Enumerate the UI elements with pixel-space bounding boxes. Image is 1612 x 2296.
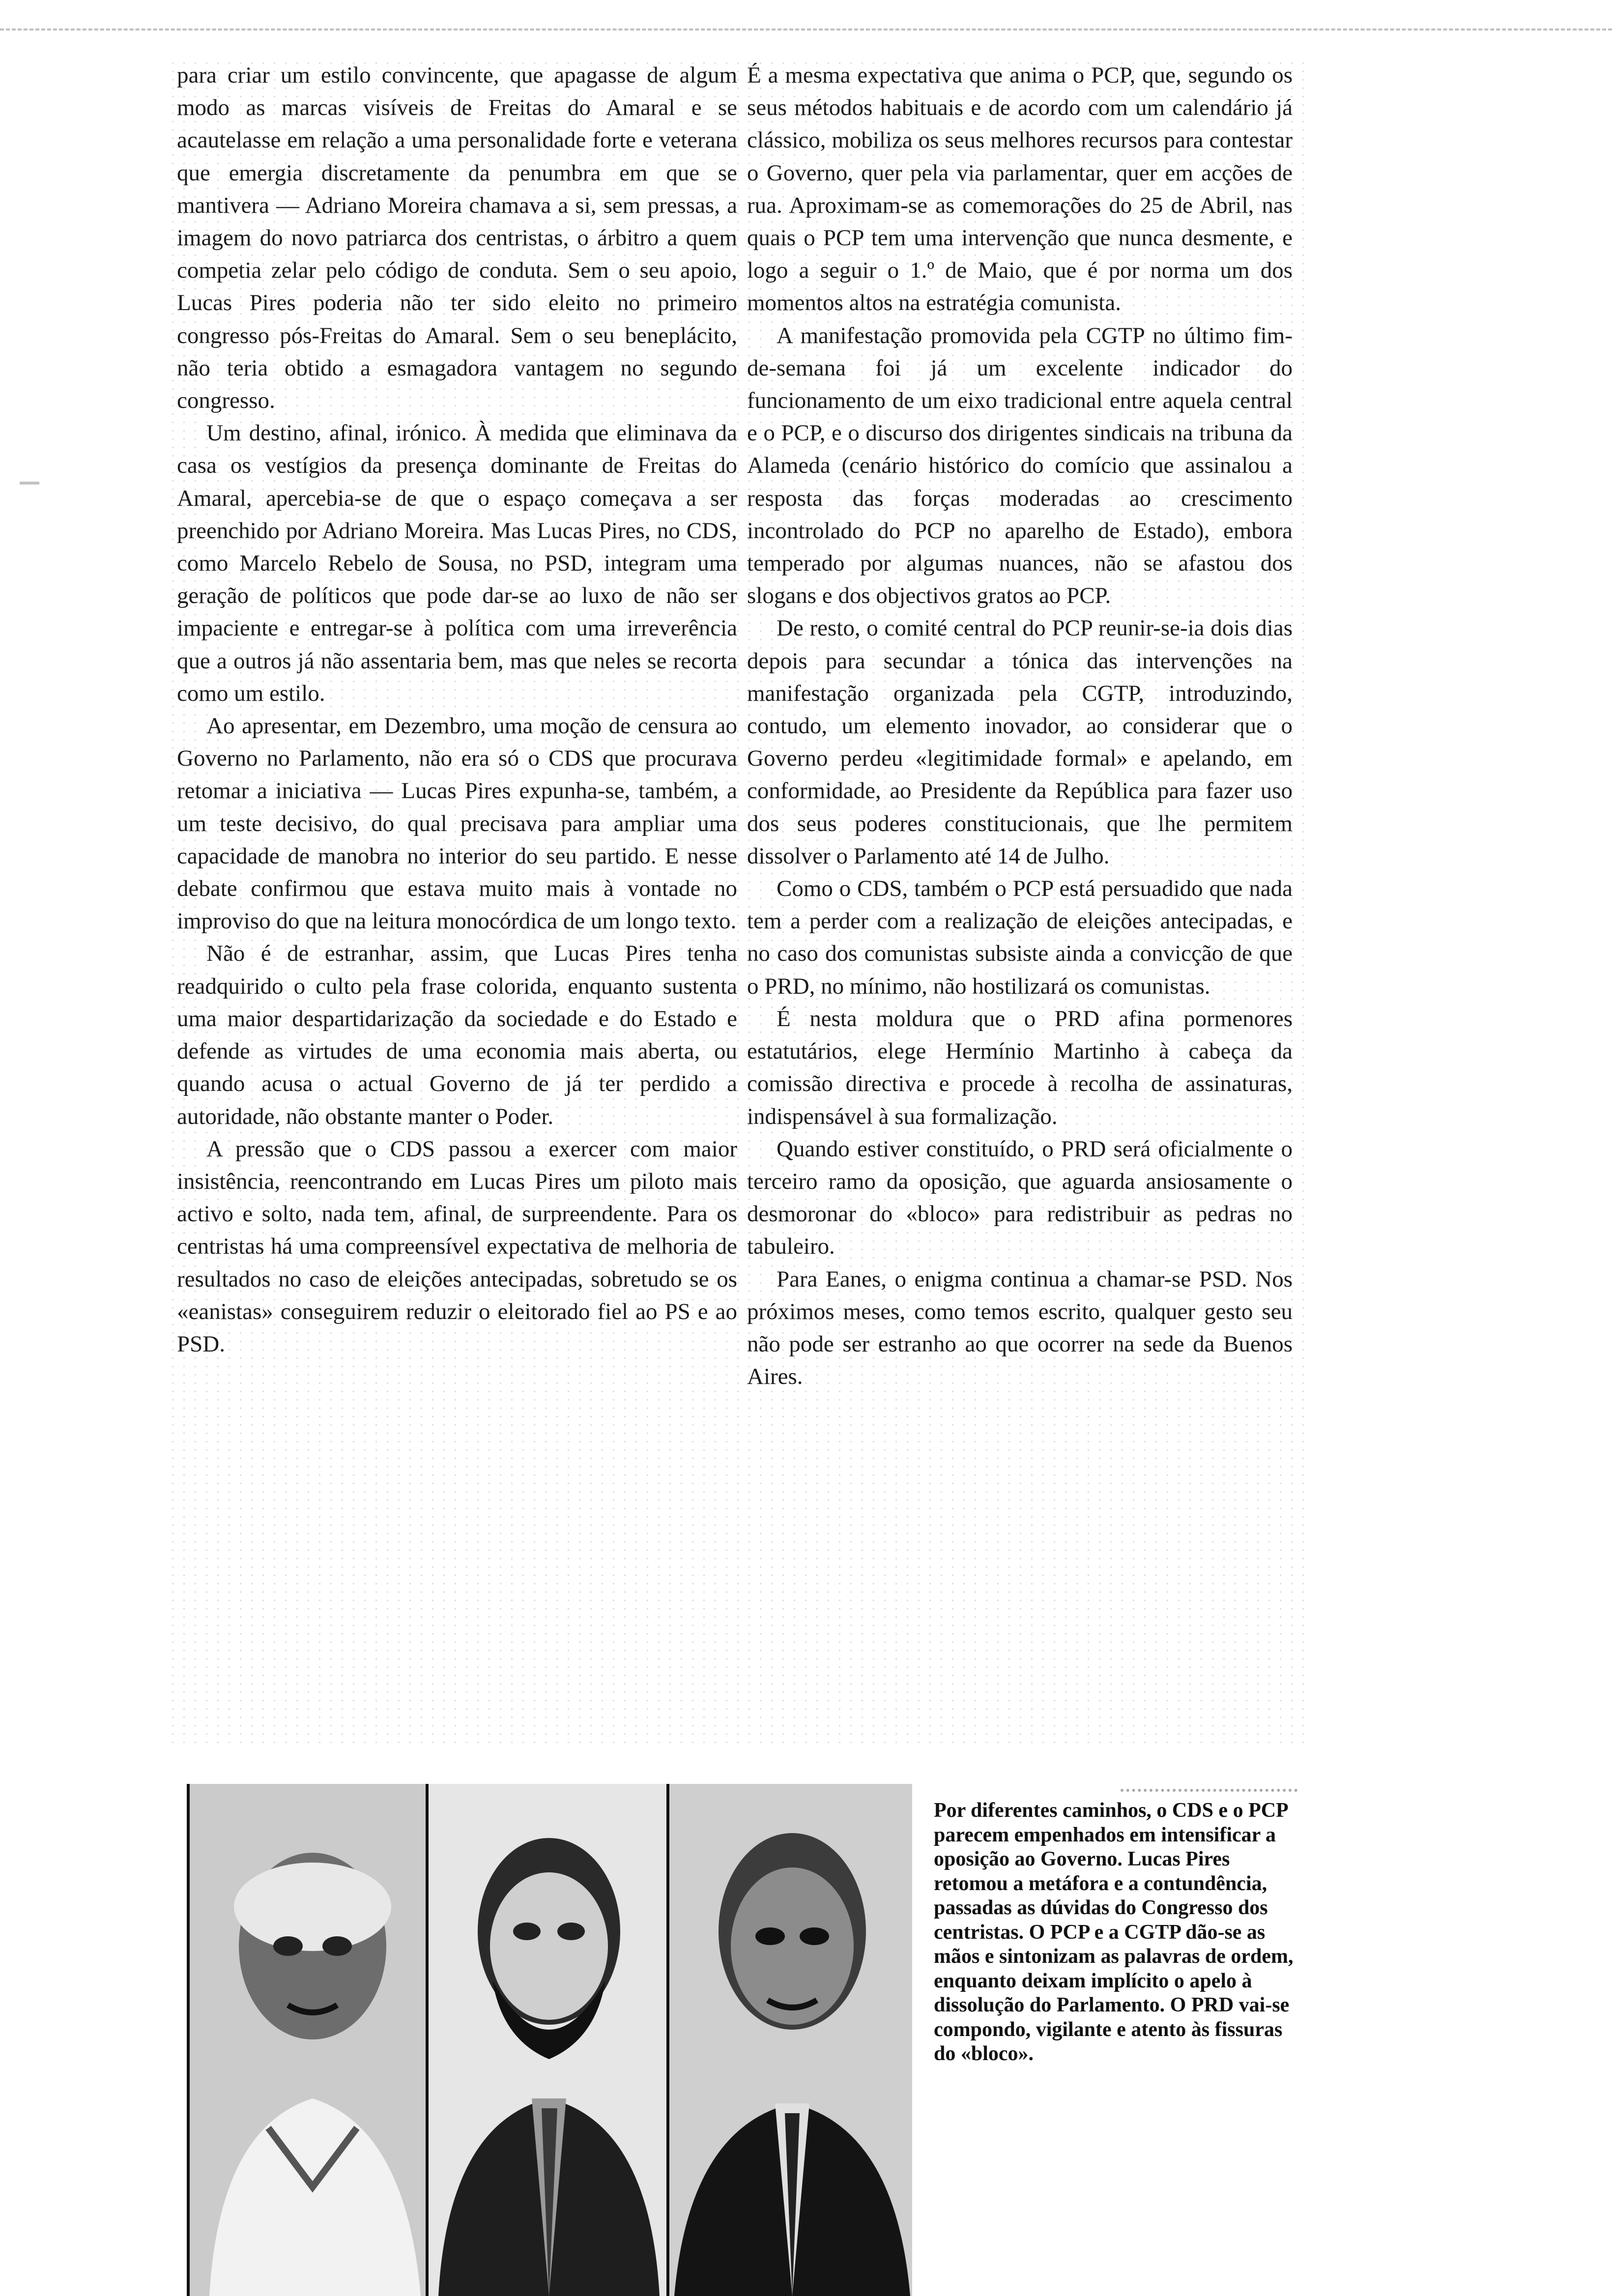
paragraph: É a mesma expectativa que anima o PCP, que, segundo os seus métodos habituais e de acordo com um calendário já clássico, mobiliza os seus melhores recursos para contestar o Governo, quer pela via parlamentar, quer em acções de rua. Aproximam-se as comemorações do 25 de Abril, nas quais o PCP tem uma intervenção que nunca desmente, e logo a seguir o 1.º de Maio, que é por norma um dos momentos altos na estratégia comunista.: [747, 62, 1293, 316]
paragraph: Quando estiver constituído, o PRD será oficialmente o terceiro ramo da oposição, que aguarda ansiosamente o desmoronar do «bloco» para redistribuir as pedras no tabuleiro.: [747, 1136, 1293, 1260]
paragraph: Um destino, afinal, irónico. À medida que eliminava da casa os vestígios da presença dominante de Freitas do Amaral, apercebia-se de que o espaço começava a ser preenchido por Adriano Moreira. Mas Lucas Pires, no CDS, como Marcelo Rebelo de Sousa, no PSD, integram uma geração de políticos que pode dar-se ao luxo de não ser impaciente e entregar-se à política com uma irreverência que a outros já não assentaria bem, mas que neles se recorta como um estilo.: [177, 420, 737, 706]
photo-strip: [187, 1784, 909, 2296]
margin-mark: [20, 482, 39, 485]
paragraph: para criar um estilo convincente, que apagasse de algum modo as marcas visíveis de Freitas do Amaral e se acautelasse em relação a uma personalidade forte e veterana que emergia discretamente da penumbra em que se mantivera — Adriano Moreira chamava a si, sem pressas, a imagem do novo patriarca dos centristas, o árbitro a quem competia zelar pelo código de conduta. Sem o seu apoio, Lucas Pires poderia não ter sido eleito no primeiro congresso pós-Freitas do Amaral. Sem o seu beneplácito, não teria obtido a esmagadora vantagem no segundo congresso.: [177, 62, 737, 414]
portrait-photo-3: [666, 1784, 912, 2296]
article-column-right: [747, 59, 1293, 1750]
paragraph: A manifestação promovida pela CGTP no último fim-de-semana foi já um excelente indicador do funcionamento de um eixo tradicional entre aquela central e o PCP, e o discurso dos dirigentes sindicais na tribuna da Alameda (cenário histórico do comício que assinalou a resposta das forças moderadas ao crescimento incontrolado do PCP no aparelho de Estado), embora temperado por algumas nuances, não se afastou dos slogans e dos objectivos gratos ao PCP.: [747, 322, 1293, 609]
portrait-photo-2: [426, 1784, 666, 2296]
portrait-photo-1: [187, 1784, 426, 2296]
top-scan-rule: [0, 29, 1612, 32]
smudge-mark: [1121, 1759, 1297, 1792]
paragraph: De resto, o comité central do PCP reunir-se-ia dois dias depois para secundar a tónica das intervenções na manifestação organizada pela CGTP, introduzindo, contudo, um elemento inovador, ao considerar que o Governo perdeu «legitimidade formal» e apelando, em conformidade, ao Presidente da República para fazer uso dos seus poderes constitucionais, que lhe permitem dissolver o Parlamento até 14 de Julho.: [747, 615, 1293, 869]
paragraph: Como o CDS, também o PCP está persuadido que nada tem a perder com a realização de eleições antecipadas, e no caso dos comunistas subsiste ainda a convicção de que o PRD, no mínimo, não hostilizará os comunistas.: [747, 876, 1293, 999]
paragraph: Para Eanes, o enigma continua a chamar-se PSD. Nos próximos meses, como temos escrito, qualquer gesto seu não pode ser estranho ao que ocorrer na sede da Buenos Aires.: [747, 1266, 1293, 1390]
paragraph: É nesta moldura que o PRD afina pormenores estatutários, elege Hermínio Martinho à cabeça da comissão directiva e procede à recolha de assinaturas, indispensável à sua formalização.: [747, 1005, 1293, 1129]
paragraph: Ao apresentar, em Dezembro, uma moção de censura ao Governo no Parlamento, não era só o CDS que procurava retomar a iniciativa — Lucas Pires expunha-se, também, a um teste decisivo, do qual precisava para ampliar uma capacidade de manobra no interior do seu partido. E nesse debate confirmou que estava muito mais à vontade no improviso do que na leitura monocórdica de um longo texto.: [177, 713, 737, 934]
paragraph: A pressão que o CDS passou a exercer com maior insistência, reencontrando em Lucas Pires um piloto mais activo e solto, nada tem, afinal, de surpreendente. Para os centristas há uma compreensível expectativa de melhoria de resultados no caso de eleições antecipadas, sobretudo se os «eanistas» conseguirem reduzir o eleitorado fiel ao PS e ao PSD.: [177, 1136, 737, 1357]
photo-caption: Por diferentes caminhos, o CDS e o PCP parecem empenhados em intensificar a oposição ao Governo. Lucas Pires retomou a metáfora e a contundência, passadas as dúvidas do Congresso dos centristas. O PCP e a CGTP dão-se as mãos e sintonizam as palavras de ordem, enquanto deixam implícito o apelo à dissolução do Parlamento. O PRD vai-se compondo, vigilante e atento às fissuras do «bloco».: [934, 1799, 1294, 2065]
article-column-left: [177, 59, 737, 1750]
paragraph: Não é de estranhar, assim, que Lucas Pires tenha readquirido o culto pela frase colorida, enquanto sustenta uma maior despartidarização da sociedade e do Estado e defende as virtudes de uma economia mais aberta, ou quando acusa o actual Governo de já ter perdido a autoridade, não obstante manter o Poder.: [177, 941, 737, 1129]
